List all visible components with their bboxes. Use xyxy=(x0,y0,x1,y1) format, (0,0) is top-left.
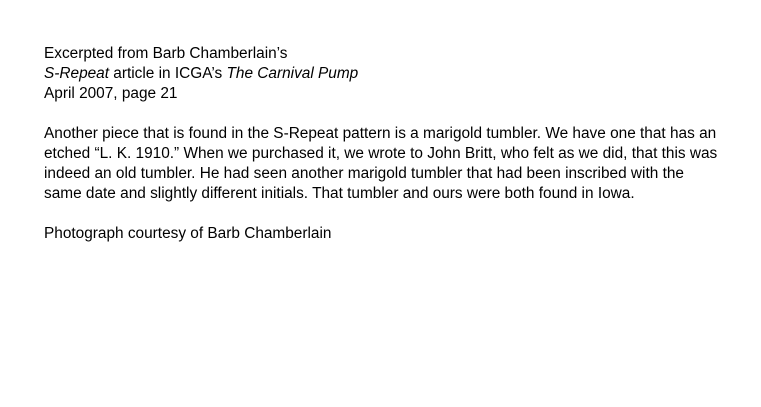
photo-credit: Photograph courtesy of Barb Chamberlain xyxy=(44,225,332,242)
publication-title: The Carnival Pump xyxy=(226,65,359,82)
article-paragraph: Another piece that is found in the S-Repeat pattern is a marigold tumbler. We have one that has an etched “L. K. 1910.” When we purchased it, we wrote to John Britt, who felt as we did, that this was indeed an old tumbler. He had seen another marigold tumbler that had been inscribed with the same date and slightly different initials. That tumbler and ours were both found in Iowa. xyxy=(44,125,718,202)
document-text xyxy=(44,44,744,244)
excerpt-header xyxy=(44,44,744,104)
excerpt-source-line: Excerpted from Barb Chamberlain’s xyxy=(44,45,288,62)
article-citation-line xyxy=(44,64,744,84)
article-citation-middle: article in ICGA’s xyxy=(109,65,227,82)
article-title: S-Repeat xyxy=(44,65,110,82)
publication-date-line: April 2007, page 21 xyxy=(44,85,178,102)
